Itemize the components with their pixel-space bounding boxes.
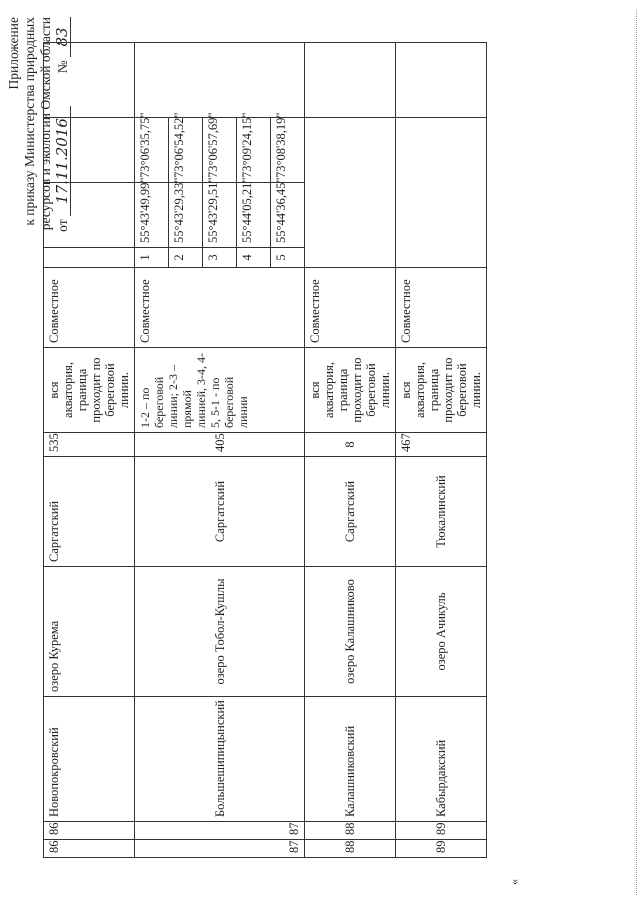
row-index: 87: [135, 840, 305, 858]
settlement-cell: Саргатский: [135, 457, 305, 567]
coordinates-empty-cell: [396, 118, 487, 268]
boundary-cell: вся акватория, граница проходит по береговой линии.: [396, 348, 487, 433]
usage-cell: Совместное: [44, 268, 135, 348]
lake-cell: озеро Тобол-Кушлы: [135, 567, 305, 697]
settlement-cell: Саргатский: [305, 457, 396, 567]
bottom-dotted-line: [636, 10, 637, 895]
row-index: 89: [396, 840, 487, 858]
boundary-cell: вся акватория, граница проходит по береговой линии.: [305, 348, 396, 433]
boundary-cell: вся акватория, граница проходит по береговой линии.: [44, 348, 135, 433]
register-table: [43, 42, 487, 858]
row-number: 89: [396, 822, 487, 840]
point-number-cell: 2: [169, 248, 203, 268]
longitude-cell: 73°06'54,52": [169, 118, 203, 183]
area-cell: 405: [135, 433, 305, 457]
district-cell: Кабырдакский: [396, 697, 487, 822]
row-number: 88: [305, 822, 396, 840]
corner-mark: «: [507, 879, 521, 885]
handwritten-date: 17.11.2016: [54, 106, 71, 216]
district-cell: Новопокровский: [44, 697, 135, 822]
area-cell: 8: [305, 433, 396, 457]
longitude-cell: 73°08'38,19": [271, 118, 305, 183]
header-line-3: ресурсов и экологии Омской области: [38, 17, 53, 231]
latitude-cell: 55°43'29,33": [169, 183, 203, 248]
longitude-cell: [44, 118, 135, 183]
point-number-cell: 1: [135, 248, 169, 268]
latitude-cell: 55°44'36,45": [271, 183, 305, 248]
lake-cell: озеро Калашниково: [305, 567, 396, 697]
district-cell: Калашниковский: [305, 697, 396, 822]
latitude-cell: 55°44'05,21": [237, 183, 271, 248]
area-cell: 467: [396, 433, 487, 457]
empty-cell: [44, 43, 135, 118]
number-prefix: №: [55, 60, 70, 74]
row-number: 87: [135, 822, 305, 840]
coordinates-empty-cell: [305, 118, 396, 268]
latitude-cell: 55°43'29,51": [203, 183, 237, 248]
table-row: [44, 43, 135, 858]
usage-cell: Совместное: [135, 268, 305, 348]
row-number: 86: [44, 822, 135, 840]
header-line-1: Приложение: [6, 17, 21, 90]
empty-cell: [396, 43, 487, 118]
date-prefix: от: [55, 219, 70, 232]
longitude-cell: 73°06'35,75": [135, 118, 169, 183]
usage-cell: Совместное: [305, 268, 396, 348]
empty-cell: [135, 43, 305, 118]
row-index: 86: [44, 840, 135, 858]
longitude-cell: 73°09'24,15": [237, 118, 271, 183]
boundary-cell: 1-2 – по береговой линии; 2-3 – прямой линией, 3-4, 4-5, 5-1 - по береговой линии: [135, 348, 305, 433]
lake-cell: озеро Курема: [44, 567, 135, 697]
table-row: [396, 43, 487, 858]
row-index: 88: [305, 840, 396, 858]
lake-cell: озеро Ачикуль: [396, 567, 487, 697]
area-cell: 535: [44, 433, 135, 457]
point-number-cell: 4: [237, 248, 271, 268]
handwritten-number: 83: [54, 17, 71, 57]
empty-cell: [305, 43, 396, 118]
longitude-cell: 73°06'57,69": [203, 118, 237, 183]
point-number-cell: [44, 248, 135, 268]
settlement-cell: Саргатский: [44, 457, 135, 567]
header-line-2: к приказу Министерства природных: [22, 17, 37, 226]
usage-cell: Совместное: [396, 268, 487, 348]
latitude-cell: 55°43'49,99": [135, 183, 169, 248]
point-number-cell: 3: [203, 248, 237, 268]
district-cell: Большешипицынский: [135, 697, 305, 822]
settlement-cell: Тюкалинский: [396, 457, 487, 567]
table-row: [305, 43, 396, 858]
table-row: [135, 43, 169, 858]
point-number-cell: 5: [271, 248, 305, 268]
latitude-cell: [44, 183, 135, 248]
